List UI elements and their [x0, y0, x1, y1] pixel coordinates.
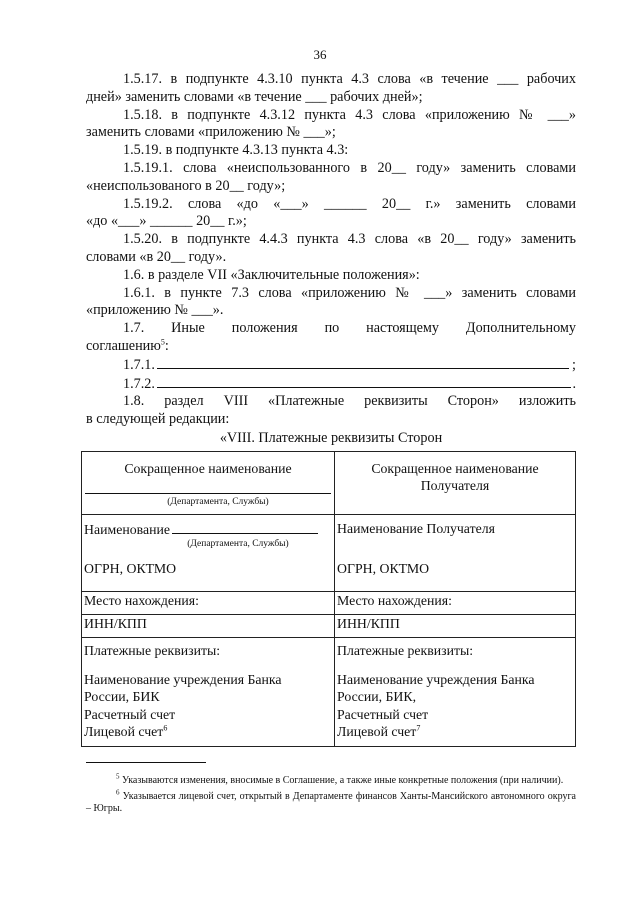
item-1-5-19: 1.5.19. в подпункте 4.3.13 пункта 4.3:: [123, 142, 349, 159]
item-1-5-17-line-1: 1.5.17. в подпункте 4.3.10 пункта 4.3 слова «в течение ___ рабочих: [123, 71, 576, 87]
left-personal-row: [84, 723, 332, 741]
right-account: Расчетный счет: [337, 706, 429, 722]
item-1-7-line-2: [86, 338, 576, 356]
item-1-7-1-label: 1.7.1.: [123, 356, 155, 373]
item-1-5-19-1-line-1: 1.5.19.1. слова «неиспользованного в 20__ году» заменить словами: [123, 159, 576, 176]
right-location: Место нахождения:: [337, 593, 452, 608]
item-1-5-19-1-line-2: «неиспользованого в 20__ году»;: [86, 177, 286, 194]
item-1-8-word: VIII: [223, 393, 249, 410]
item-1-5-20-line-2: словами «в 20__ году».: [86, 248, 227, 265]
right-header-line-2: Получателя: [420, 478, 490, 493]
footnote-5: [86, 772, 576, 788]
left-header: Сокращенное наименование: [124, 461, 292, 476]
right-personal: Лицевой счет: [337, 724, 417, 739]
item-1-5-18-line-2: заменить словами «приложению № ___»;: [86, 124, 336, 141]
item-1-5-19-2-line-1: 1.5.19.2. слова «до «___» ______ 20__ г.» заменить словами: [123, 195, 576, 212]
left-inn: ИНН/КПП: [84, 616, 147, 631]
item-1-8-word: раздел: [164, 393, 204, 410]
footnote-ref-5: 5: [160, 337, 165, 347]
right-ogrn: ОГРН, ОКТМО: [337, 561, 430, 576]
item-1-8-word: 1.8.: [123, 393, 145, 410]
blank-fill-line: [157, 356, 569, 369]
page-number: 36: [313, 47, 327, 62]
right-bank-line-1: Наименование учреждения Банка: [337, 671, 535, 687]
table-row: [82, 638, 576, 747]
left-location: Место нахождения:: [84, 593, 199, 608]
table-row: [82, 592, 576, 615]
table-cell: [335, 452, 576, 515]
item-1-8-line-1: [86, 393, 576, 411]
left-personal: Лицевой счет: [84, 724, 164, 739]
item-1-7-word: Дополнительному: [465, 320, 576, 337]
left-name-row: [84, 521, 332, 538]
item-1-7-2: [86, 375, 576, 394]
item-1-8-word: Сторон»: [447, 393, 499, 410]
item-1-7-2-label: 1.7.2.: [123, 375, 155, 392]
blank-fill-line: [85, 493, 331, 494]
left-header-note: (Департамента, Службы): [167, 497, 269, 507]
right-bank-line-2: России, БИК,: [337, 689, 417, 704]
footnote-text: Указывается лицевой счет, открытый в Департаменте финансов Ханты-Мансийского автономного округа – Югры.: [86, 790, 576, 815]
item-1-8-word: «Платежные: [268, 393, 345, 410]
item-1-6-1-line-2: «приложению № ___».: [86, 302, 224, 319]
item-1-7-word: по: [324, 320, 340, 337]
footnote-divider: [86, 762, 206, 763]
table-row: [82, 452, 576, 515]
item-1-7-word: Иные: [171, 320, 205, 337]
right-pay: Платежные реквизиты:: [337, 643, 474, 658]
footnote-text: Указываются изменения, вносимые в Соглашение, а также иные конкретные положения (при наличии).: [122, 775, 564, 786]
left-name-label: Наименование: [84, 522, 170, 537]
item-1-7-word: 1.7.: [123, 320, 145, 337]
footnotes: [86, 772, 576, 819]
section-title: «VIII. Платежные реквизиты Сторон: [219, 429, 443, 446]
footnote-number: 5: [116, 772, 120, 781]
payment-details-table: [81, 451, 576, 747]
item-1-5-18-line-1: 1.5.18. в подпункте 4.3.12 пункта 4.3 слова «приложению № ___»: [123, 106, 576, 123]
item-1-7-1: [86, 356, 576, 375]
table-cell: [335, 515, 576, 592]
left-ogrn: ОГРН, ОКТМО: [84, 561, 177, 576]
table-row: [82, 515, 576, 592]
right-name-label: Наименование Получателя: [337, 521, 495, 536]
item-1-6: 1.6. в разделе VII «Заключительные положения»:: [123, 266, 420, 283]
item-1-5-20-line-1: 1.5.20. в подпункте 4.4.3 пункта 4.3 слова «в 20__ году» заменить: [123, 231, 576, 248]
footnote-6: [86, 788, 576, 816]
left-account: Расчетный счет: [84, 706, 176, 722]
table-cell: [82, 452, 335, 515]
left-bank-line-1: Наименование учреждения Банка: [84, 671, 282, 687]
table-cell: [335, 615, 576, 638]
table-cell: [335, 638, 576, 747]
item-1-7-word: положения: [231, 320, 298, 337]
blank-fill-line: [157, 375, 572, 388]
left-bank-line-2: России, БИК: [84, 689, 160, 704]
item-1-8-word: реквизиты: [364, 393, 428, 410]
item-1-8-line-2: в следующей редакции:: [86, 411, 230, 428]
item-1-7-1-end: ;: [572, 356, 576, 373]
item-1-5-19-2-line-2: «до «___» ______ 20__ г.»;: [86, 213, 247, 230]
table-cell: [82, 515, 335, 592]
footnote-number: 6: [116, 788, 120, 797]
right-header-line-1: Сокращенное наименование: [371, 461, 539, 476]
left-name-note: (Департамента, Службы): [187, 539, 289, 549]
item-1-5-17-line-2: дней» заменить словами «в течение ___ рабочих дней»;: [86, 88, 423, 105]
table-row: [82, 615, 576, 638]
footnote-ref-7: 7: [416, 723, 421, 733]
right-inn: ИНН/КПП: [337, 616, 400, 631]
item-1-6-1-line-1: 1.6.1. в пункте 7.3 слова «приложению № ___» заменить словами: [123, 284, 576, 301]
item-1-7-text: соглашению: [86, 337, 161, 354]
item-1-8-word: изложить: [518, 393, 576, 410]
item-1-7-line-1: [86, 320, 576, 338]
document-body: [86, 71, 576, 448]
blank-fill-line: [172, 521, 318, 534]
item-1-7-word: настоящему: [366, 320, 439, 337]
footnote-ref-6: 6: [163, 723, 168, 733]
item-1-7-2-end: .: [572, 375, 576, 392]
table-cell: [335, 592, 576, 615]
table-cell: [82, 638, 335, 747]
right-personal-row: [337, 723, 573, 741]
left-pay: Платежные реквизиты:: [84, 643, 221, 658]
item-1-7-colon: :: [164, 337, 169, 354]
table-cell: [82, 592, 335, 615]
table-cell: [82, 615, 335, 638]
